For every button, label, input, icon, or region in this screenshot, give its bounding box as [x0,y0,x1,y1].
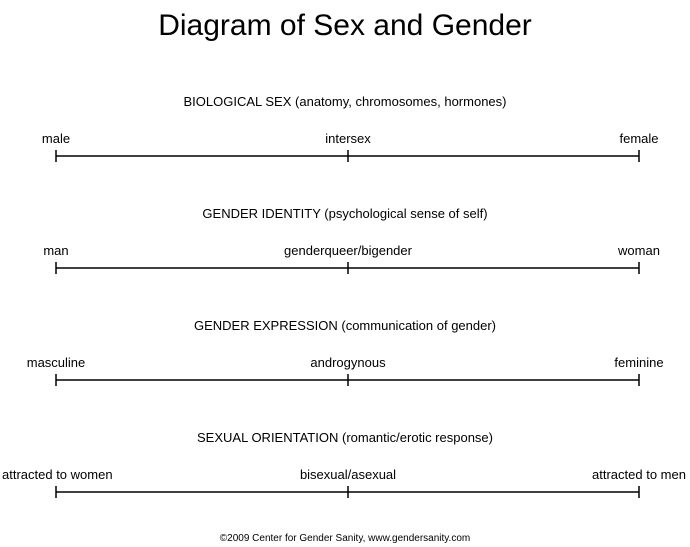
spectrum-heading [0,318,690,334]
label-middle: androgynous [310,355,386,370]
label-right: attracted to men [592,467,686,482]
spectrum-axis [0,256,690,276]
heading-sub: (romantic/erotic response) [341,430,493,445]
label-left: man [43,243,69,258]
label-right: feminine [614,355,664,370]
spectrum-heading [0,94,690,110]
spectrum-axis [0,144,690,164]
label-right: female [619,131,659,146]
label-middle: intersex [325,131,371,146]
heading-main: GENDER IDENTITY [202,206,321,221]
spectrum-biological-sex [0,94,690,164]
spectrum-heading [0,206,690,222]
copyright-footer: ©2009 Center for Gender Sanity, www.gendersanity.com [219,533,471,544]
label-left: attracted to women [2,467,113,482]
label-left: masculine [26,355,86,370]
spectrum-gender-identity [0,206,690,276]
heading-sub: (psychological sense of self) [324,206,488,221]
heading-sub: (communication of gender) [341,318,497,333]
spectrum-heading [0,430,690,446]
label-middle: bisexual/asexual [299,467,397,482]
diagram-title: Diagram of Sex and Gender [158,9,532,42]
heading-main: GENDER EXPRESSION [193,318,338,333]
heading-main: SEXUAL ORIENTATION [197,430,339,445]
label-left: male [41,131,71,146]
spectrum-sexual-orientation [0,430,690,500]
spectrum-axis [0,368,690,388]
heading-sub: (anatomy, chromosomes, hormones) [295,94,507,109]
heading-main: BIOLOGICAL SEX [183,94,292,109]
label-middle: genderqueer/bigender [284,243,412,258]
spectrum-axis [0,480,690,500]
label-right: woman [618,243,660,258]
spectrum-gender-expression [0,318,690,388]
